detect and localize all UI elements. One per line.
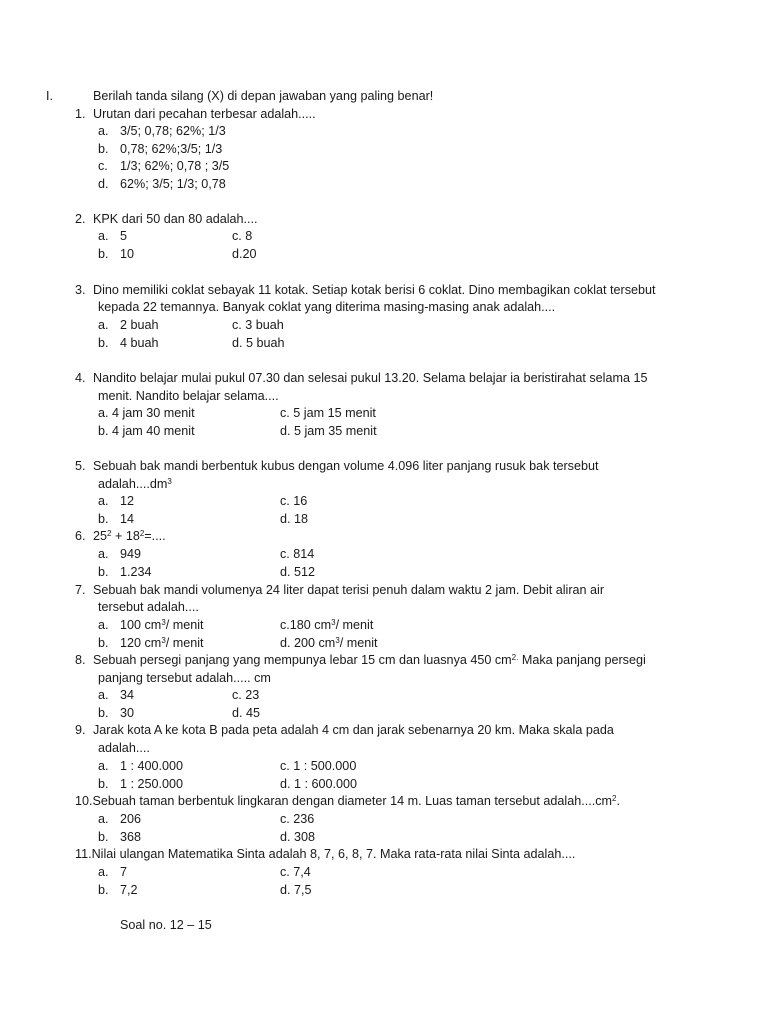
question-text: adalah....dm	[98, 477, 168, 491]
option-letter: b.	[98, 636, 109, 650]
superscript: 3	[167, 477, 172, 486]
option-letter: b.	[98, 883, 109, 897]
question-text: Urutan dari pecahan terbesar adalah.....	[93, 107, 316, 121]
option-text: 5	[120, 229, 128, 243]
option-text: 368	[120, 830, 142, 844]
question-number: 2.	[75, 212, 86, 226]
question-number: 3.	[75, 283, 86, 297]
option-text: 949	[120, 547, 142, 561]
option-letter: b.	[98, 142, 109, 156]
question-text: Sebuah taman berbentuk lingkaran dengan diameter 14 m. Luas taman tersebut adalah....cm	[92, 794, 612, 808]
footer-note: Soal no. 12 – 15	[120, 918, 212, 932]
question-text: Sebuah bak mandi berbentuk kubus dengan volume 4.096 liter panjang rusuk bak tersebut	[93, 459, 599, 473]
option-text: d. 45	[232, 706, 261, 720]
section-instruction: Berilah tanda silang (X) di depan jawaban yang paling benar!	[93, 89, 434, 103]
expr-term: =....	[144, 529, 166, 543]
option-text	[280, 617, 373, 633]
option-letter: a.	[98, 812, 109, 826]
question-text: .	[616, 794, 620, 808]
option-text: c. 16	[280, 494, 308, 508]
option-text: c. 814	[280, 547, 315, 561]
question-text-line	[93, 652, 646, 668]
option-text: 206	[120, 812, 142, 826]
option-letter: b.	[98, 512, 109, 526]
option-letter: d.	[98, 177, 109, 191]
option-letter: a.	[98, 494, 109, 508]
option-value: c.180 cm	[280, 618, 332, 632]
question-text-line	[75, 793, 620, 809]
question-number: 10.	[75, 794, 93, 808]
option-text: c. 7,4	[280, 865, 311, 879]
option-text: 0,78; 62%;3/5; 1/3	[120, 142, 223, 156]
option-text: c. 8	[232, 229, 253, 243]
question-number: 4.	[75, 371, 86, 385]
superscript: 2	[139, 529, 145, 538]
option-text: b. 4 jam 40 menit	[98, 424, 195, 438]
option-text: c. 5 jam 15 menit	[280, 406, 376, 420]
option-text: 1 : 400.000	[120, 759, 184, 773]
option-text: d.20	[232, 247, 257, 261]
superscript: 3	[161, 636, 166, 645]
question-text: kepada 22 temannya. Banyak coklat yang diterima masing-masing anak adalah....	[98, 300, 556, 314]
option-letter: b.	[98, 706, 109, 720]
question-text-line	[98, 476, 172, 492]
option-text: d. 512	[280, 565, 316, 579]
option-text: 10	[120, 247, 135, 261]
option-letter: b.	[98, 247, 109, 261]
question-text: Sebuah bak mandi volumenya 24 liter dapat terisi penuh dalam waktu 2 jam. Debit aliran air	[93, 583, 605, 597]
section-number: I.	[46, 89, 53, 103]
option-text: 30	[120, 706, 135, 720]
option-text	[120, 635, 204, 651]
option-letter: a.	[98, 759, 109, 773]
option-letter: a.	[98, 124, 109, 138]
option-letter: b.	[98, 336, 109, 350]
option-text	[280, 635, 378, 651]
question-number: 1.	[75, 107, 86, 121]
option-value: 120 cm	[120, 636, 162, 650]
question-number: 11.	[75, 847, 92, 861]
option-text: 3/5; 0,78; 62%; 1/3	[120, 124, 226, 138]
option-text: 4 buah	[120, 336, 159, 350]
option-text: 7	[120, 865, 128, 879]
option-unit: / menit	[339, 636, 378, 650]
question-number: 9.	[75, 723, 86, 737]
question-text: Nandito belajar mulai pukul 07.30 dan selesai pukul 13.20. Selama belajar ia beristirahat selama 15	[93, 371, 648, 385]
option-text: 12	[120, 494, 135, 508]
question-number: 7.	[75, 583, 86, 597]
question-number: 5.	[75, 459, 86, 473]
question-text: KPK dari 50 dan 80 adalah....	[93, 212, 258, 226]
option-text: 14	[120, 512, 135, 526]
superscript: 2.	[511, 653, 519, 662]
option-value: d. 200 cm	[280, 636, 336, 650]
question-text: Jarak kota A ke kota B pada peta adalah 4 cm dan jarak sebenarnya 20 km. Maka skala pada	[93, 723, 614, 737]
option-text: 34	[120, 688, 135, 702]
superscript: 3	[335, 636, 340, 645]
option-value: 100 cm	[120, 618, 162, 632]
option-text: d. 18	[280, 512, 309, 526]
question-text: Dino memiliki coklat sebayak 11 kotak. Setiap kotak berisi 6 coklat. Dino membagikan coklat tersebut	[93, 283, 656, 297]
option-letter: a.	[98, 229, 109, 243]
question-text: adalah....	[98, 741, 150, 755]
option-text: c. 236	[280, 812, 315, 826]
option-text: 62%; 3/5; 1/3; 0,78	[120, 177, 226, 191]
option-text: d. 7,5	[280, 883, 312, 897]
option-text: d. 308	[280, 830, 316, 844]
option-unit: / menit	[335, 618, 374, 632]
option-letter: b.	[98, 777, 109, 791]
option-text: 2 buah	[120, 318, 159, 332]
superscript: 2	[107, 529, 112, 538]
superscript: 2	[611, 794, 617, 803]
superscript: 3	[331, 618, 336, 627]
option-letter: a.	[98, 865, 109, 879]
option-text	[120, 617, 204, 633]
option-text: c. 3 buah	[232, 318, 284, 332]
option-unit: / menit	[165, 636, 204, 650]
question-text-line	[75, 846, 575, 862]
expr-term: + 18	[111, 529, 140, 543]
question-number: 6.	[75, 529, 86, 543]
question-expression	[93, 528, 166, 544]
option-letter: b.	[98, 565, 109, 579]
option-text: 1/3; 62%; 0,78 ; 3/5	[120, 159, 230, 173]
option-text: d. 5 buah	[232, 336, 285, 350]
option-letter: c.	[98, 159, 108, 173]
question-text: Maka panjang persegi	[518, 653, 646, 667]
question-number: 8.	[75, 653, 86, 667]
option-letter: b.	[98, 830, 109, 844]
superscript: 3	[161, 618, 166, 627]
option-text: 7,2	[120, 883, 138, 897]
option-letter: a.	[98, 688, 109, 702]
option-letter: a.	[98, 318, 109, 332]
option-text: 1 : 250.000	[120, 777, 184, 791]
question-text: tersebut adalah....	[98, 600, 199, 614]
question-text: panjang tersebut adalah..... cm	[98, 671, 271, 685]
question-text: menit. Nandito belajar selama....	[98, 389, 279, 403]
option-text: a. 4 jam 30 menit	[98, 406, 195, 420]
option-text: 1.234	[120, 565, 152, 579]
option-letter: a.	[98, 547, 109, 561]
option-letter: a.	[98, 618, 109, 632]
expr-term: 25	[93, 529, 108, 543]
question-text: Sebuah persegi panjang yang mempunya lebar 15 cm dan luasnya 450 cm	[93, 653, 512, 667]
option-text: d. 5 jam 35 menit	[280, 424, 377, 438]
option-text: d. 1 : 600.000	[280, 777, 358, 791]
option-unit: / menit	[165, 618, 204, 632]
question-text: Nilai ulangan Matematika Sinta adalah 8, 7, 6, 8, 7. Maka rata-rata nilai Sinta adalah....	[91, 847, 576, 861]
option-text: c. 1 : 500.000	[280, 759, 357, 773]
option-text: c. 23	[232, 688, 260, 702]
